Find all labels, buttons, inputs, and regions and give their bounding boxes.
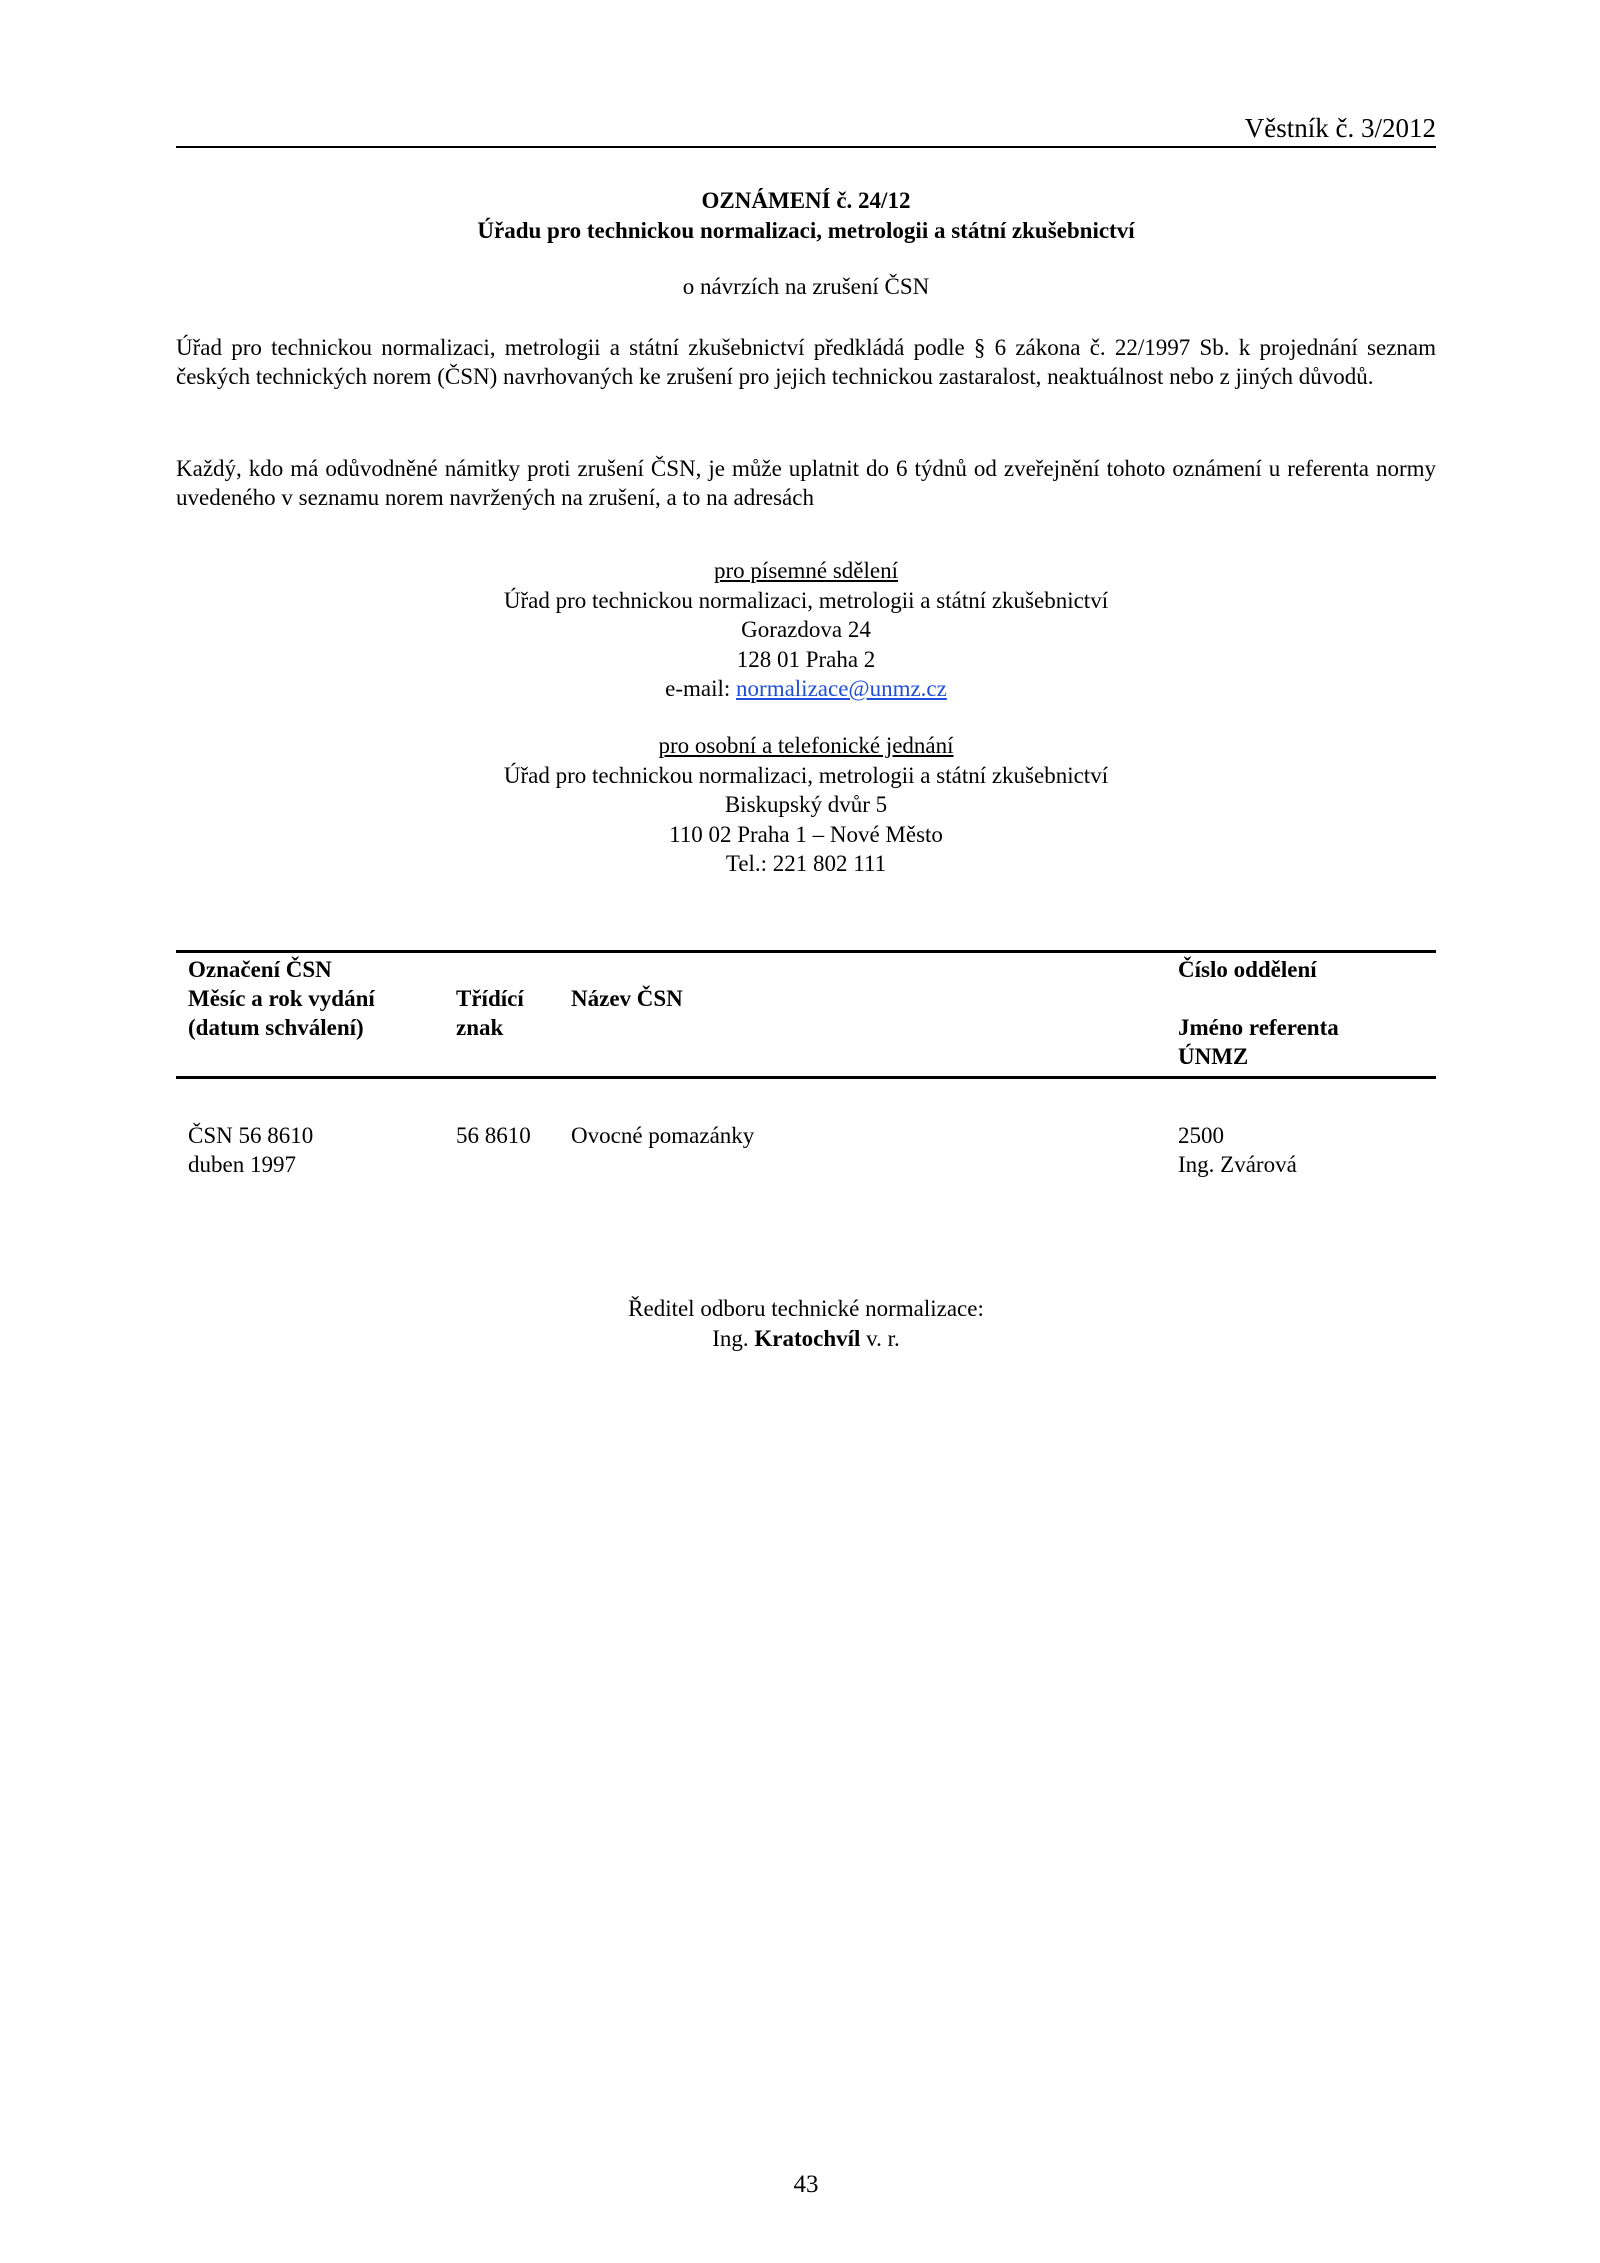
table-header-name: Název ČSN — [571, 986, 683, 1011]
row-designation: ČSN 56 8610 — [188, 1123, 314, 1148]
signature-surname: Kratochvíl — [754, 1326, 861, 1351]
email-label: e-mail: — [665, 676, 737, 701]
header-class-line1: Třídící — [456, 986, 524, 1011]
journal-issue-header: Věstník č. 3/2012 — [1244, 113, 1436, 143]
page-number: 43 — [793, 2171, 819, 2198]
row-name: Ovocné pomazánky — [571, 1123, 755, 1148]
table-header-referent — [1178, 1013, 1339, 1071]
header-referent-line1: Jméno referenta — [1178, 1015, 1339, 1040]
objection-paragraph: Každý, kdo má odůvodněné námitky proti zrušení ČSN, je může uplatnit do 6 týdnů od zveřejnění tohoto oznámení u referenta normy uvedeného v seznamu norem navržených na zrušení, a to na adresách — [176, 456, 1436, 510]
signature-suffix: v. r. — [860, 1326, 900, 1351]
row-department-cell — [1178, 1121, 1297, 1179]
signature-block — [176, 1294, 1436, 1354]
header-issue-month-label: Měsíc a rok vydání — [188, 986, 375, 1011]
written-contact-organization: Úřad pro technickou normalizaci, metrologii a státní zkušebnictví — [503, 587, 1109, 613]
written-contact-street: Gorazdova 24 — [741, 617, 871, 642]
row-date: duben 1997 — [188, 1152, 296, 1177]
intro-paragraph: Úřad pro technickou normalizaci, metrologii a státní zkušebnictví předkládá podle § 6 zákona č. 22/1997 Sb. k projednání seznam českých technických norem (ČSN) navrhovaných ke zrušení pro jejich technickou zastaralost, neaktuálnost nebo z jiných důvodů. — [176, 335, 1436, 389]
row-class-code: 56 8610 — [456, 1123, 531, 1148]
table-top-rule — [176, 950, 1436, 953]
issuing-office: Úřadu pro technickou normalizaci, metrologii a státní zkušebnictví — [477, 218, 1135, 243]
personal-contact-organization: Úřad pro technickou normalizaci, metrologii a státní zkušebnictví — [503, 762, 1109, 788]
personal-contact-street: Biskupský dvůr 5 — [724, 792, 888, 817]
personal-contact-block — [176, 731, 1436, 879]
row-referent: Ing. Zvárová — [1178, 1152, 1297, 1177]
written-contact-city: 128 01 Praha 2 — [736, 646, 876, 672]
signature-prefix: Ing. — [712, 1326, 755, 1351]
announcement-number: OZNÁMENÍ č. 24/12 — [701, 188, 911, 213]
signature-role: Ředitel odboru technické normalizace: — [628, 1296, 984, 1321]
header-class-line2: znak — [456, 1015, 504, 1040]
written-contact-email-line — [176, 674, 1436, 704]
signature-name-line — [176, 1324, 1436, 1354]
table-header-rule — [176, 1076, 1436, 1079]
row-department: 2500 — [1178, 1123, 1224, 1148]
header-approval-label: (datum schválení) — [188, 1015, 364, 1040]
written-contact-heading: pro písemné sdělení — [714, 558, 898, 583]
announcement-title — [176, 186, 1436, 246]
table-header-designation — [188, 955, 375, 1042]
table-header-class-code — [456, 984, 524, 1042]
personal-contact-phone: Tel.: 221 802 111 — [725, 851, 887, 876]
written-contact-block — [176, 556, 1436, 704]
header-referent-line2: ÚNMZ — [1178, 1044, 1249, 1069]
header-designation-label: Označení ČSN — [188, 957, 332, 982]
email-link[interactable]: normalizace@unmz.cz — [736, 676, 947, 701]
personal-contact-heading: pro osobní a telefonické jednání — [658, 733, 954, 758]
table-header-department: Číslo oddělení — [1178, 957, 1317, 982]
header-divider — [176, 146, 1436, 148]
personal-contact-city: 110 02 Praha 1 – Nové Město — [669, 821, 943, 847]
announcement-subject: o návrzích na zrušení ČSN — [682, 274, 930, 299]
row-designation-cell — [188, 1121, 313, 1179]
